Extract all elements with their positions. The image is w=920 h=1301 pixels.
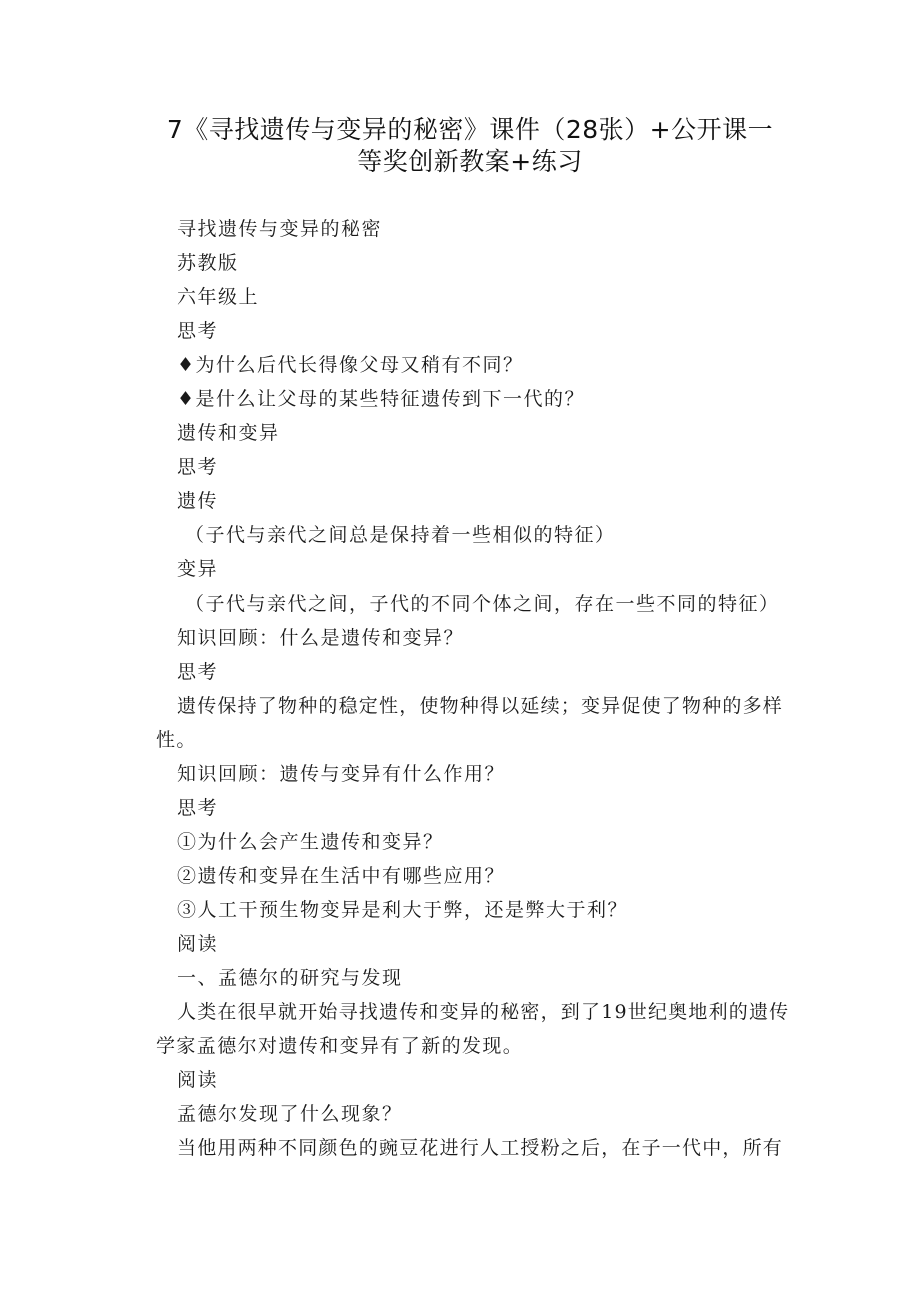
paragraph-line: 人类在很早就开始寻找遗传和变异的秘密，到了19世纪奥地利的遗传: [177, 1001, 790, 1023]
body-line: 六年级上: [177, 286, 260, 308]
paragraph-line: 性。: [156, 729, 197, 751]
numbered-line: ①为什么会产生遗传和变异？: [177, 831, 444, 853]
body-line: 阅读: [177, 1069, 219, 1091]
paragraph-line: 学家孟德尔对遗传和变异有了新的发现。: [156, 1035, 524, 1057]
body-line: 思考: [177, 456, 219, 478]
numbered-line: ②遗传和变异在生活中有哪些应用？: [177, 865, 506, 887]
document-title-line-1: 7《寻找遗传与变异的秘密》课件（28张）+公开课一: [166, 115, 774, 144]
section-heading: 一、孟德尔的研究与发现: [177, 967, 403, 989]
numbered-line: ③人工干预生物变异是利大于弊，还是弊大于利？: [177, 899, 629, 921]
body-line: 苏教版: [177, 252, 239, 274]
body-line: （子代与亲代之间总是保持着一些相似的特征）: [185, 524, 616, 546]
body-line: 遗传和变异: [177, 422, 280, 444]
bullet-line: ♦是什么让父母的某些特征遗传到下一代的？: [177, 388, 586, 410]
body-line: 寻找遗传与变异的秘密: [177, 218, 383, 240]
paragraph-line: 当他用两种不同颜色的豌豆花进行人工授粉之后，在子一代中，所有: [177, 1137, 784, 1159]
body-line: （子代与亲代之间，子代的不同个体之间，存在一些不同的特征）: [185, 593, 780, 615]
paragraph-line: 遗传保持了物种的稳定性，使物种得以延续；变异促使了物种的多样: [177, 695, 784, 717]
document-title-line-2: 等奖创新教案+练习: [357, 147, 583, 176]
body-line: 思考: [177, 661, 219, 683]
bullet-line: ♦为什么后代长得像父母又稍有不同？: [177, 354, 524, 376]
body-line: 知识回顾：遗传与变异有什么作用？: [177, 763, 506, 785]
body-line: 遗传: [177, 490, 219, 512]
body-line: 阅读: [177, 933, 219, 955]
body-line: 变异: [177, 558, 219, 580]
body-line: 孟德尔发现了什么现象？: [177, 1103, 403, 1125]
body-line: 思考: [177, 797, 219, 819]
body-line: 知识回顾：什么是遗传和变异？: [177, 627, 465, 649]
body-line: 思考: [177, 320, 219, 342]
